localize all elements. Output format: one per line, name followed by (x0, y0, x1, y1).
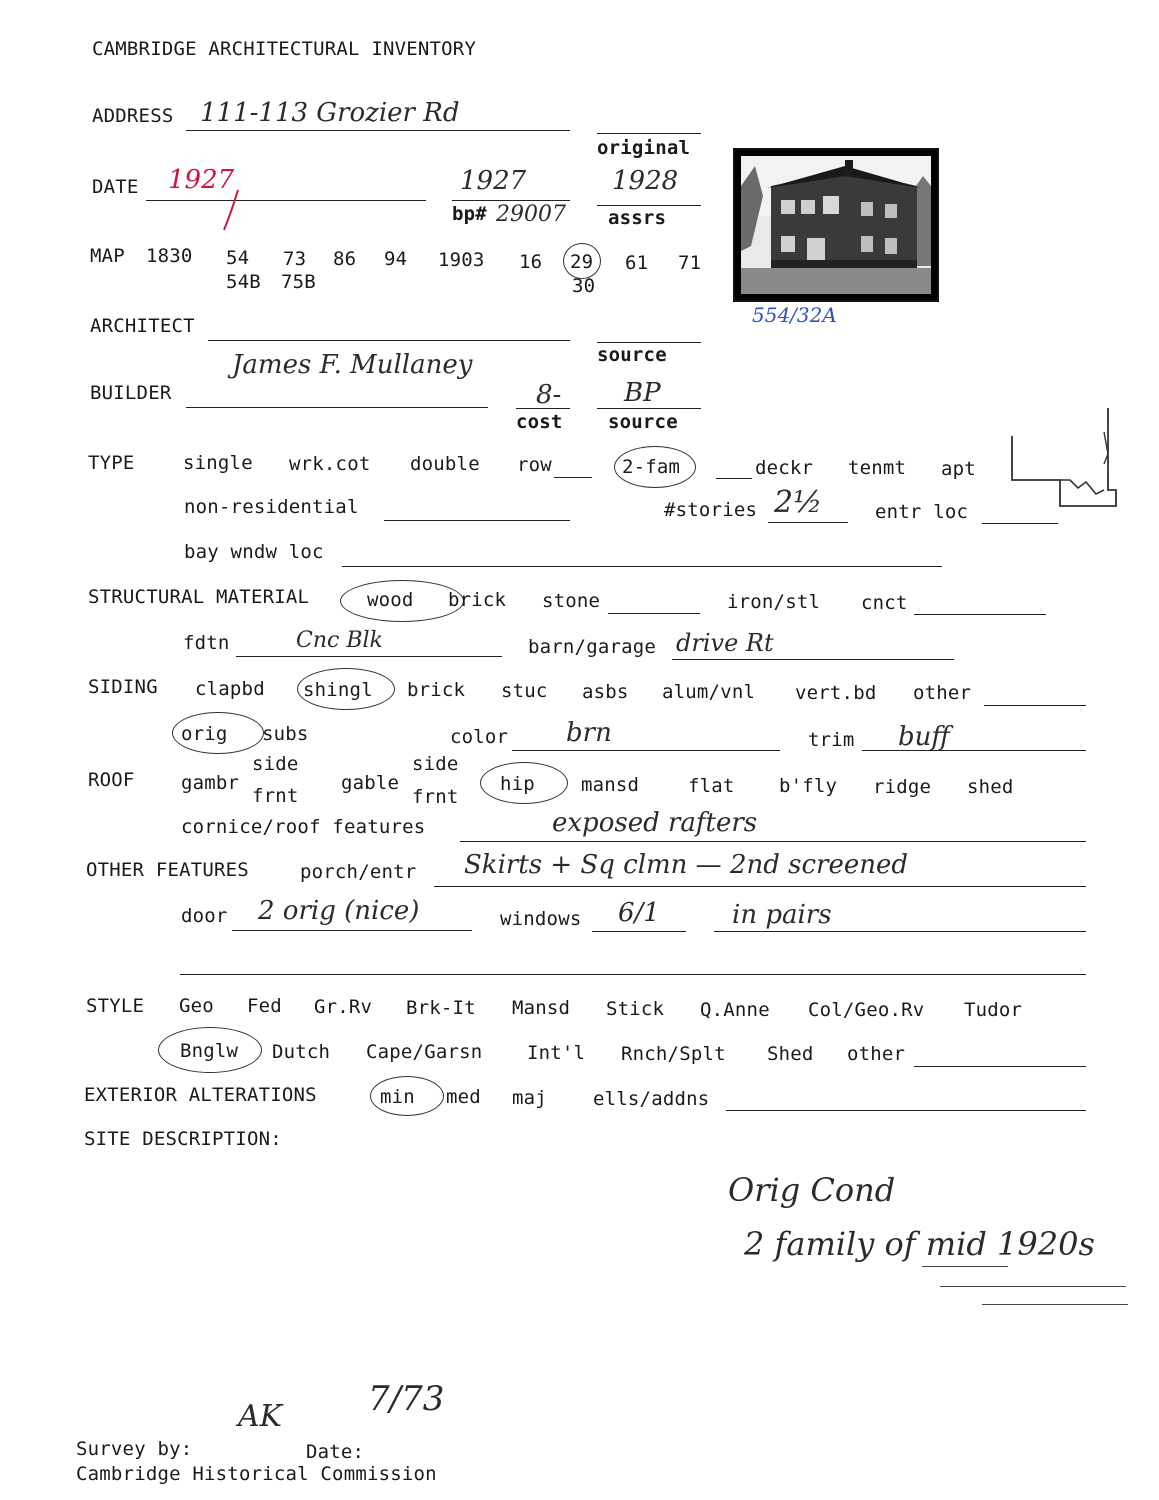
siding-asbs[interactable]: asbs (582, 681, 629, 703)
roof-bfly[interactable]: b'fly (779, 775, 838, 797)
assrs-line (597, 205, 701, 206)
source-line (597, 408, 701, 409)
extra-line (180, 974, 1086, 975)
door-label: door (181, 905, 228, 927)
survey-by-label: Survey by: (76, 1438, 193, 1460)
style-bnglw[interactable]: Bnglw (180, 1040, 239, 1062)
type-row-line (554, 477, 592, 478)
architect-line (208, 340, 570, 341)
photo-caption: 554/32A (752, 303, 837, 327)
bp-label: bp# (452, 203, 487, 225)
map-30: 30 (572, 275, 596, 297)
bay-window-line (342, 566, 942, 567)
builder-line (186, 407, 488, 408)
cost-value[interactable]: 8- (536, 380, 562, 410)
structural-stone[interactable]: stone (542, 590, 601, 612)
source-label-2: source (608, 411, 678, 433)
roof-gable[interactable]: gable (341, 772, 400, 794)
siding-alum-vnl[interactable]: alum/vnl (662, 681, 756, 703)
style-gr-rv[interactable]: Gr.Rv (314, 996, 373, 1018)
map-1830: 1830 (146, 245, 193, 267)
siding-subs[interactable]: subs (262, 723, 309, 745)
map-label: MAP (90, 245, 125, 267)
roof-ridge[interactable]: ridge (873, 776, 932, 798)
roof-frnt-2: frnt (412, 786, 459, 808)
house-photo (733, 148, 939, 302)
floor-plan-sketch (1004, 404, 1124, 514)
map-29: 29 (570, 251, 594, 273)
color-line (512, 750, 780, 751)
structural-wood-circle (340, 580, 464, 622)
windows-label: windows (500, 908, 582, 930)
siding-other-line (984, 705, 1086, 706)
survey-by-value[interactable]: AK (238, 1399, 283, 1434)
date-value[interactable]: 1927 (168, 165, 235, 195)
roof-mansd[interactable]: mansd (581, 774, 640, 796)
style-tudor[interactable]: Tudor (964, 999, 1023, 1021)
address-line (186, 130, 570, 131)
style-intl[interactable]: Int'l (527, 1042, 586, 1064)
organization-name: Cambridge Historical Commission (76, 1463, 437, 1485)
address-label: ADDRESS (92, 105, 174, 127)
source-label: source (597, 344, 667, 366)
map-54: 54 (226, 247, 250, 269)
roof-shed[interactable]: shed (967, 776, 1014, 798)
stories-label: #stories (664, 499, 758, 521)
date-line (146, 200, 426, 201)
alterations-min[interactable]: min (380, 1086, 415, 1108)
map-71: 71 (678, 252, 702, 274)
style-q-anne[interactable]: Q.Anne (700, 999, 770, 1021)
source-value[interactable]: BP (624, 378, 661, 408)
map-54b: 54B (226, 271, 261, 293)
cnct-line (914, 614, 1046, 615)
siding-orig-circle (172, 712, 264, 754)
style-cape-garsn[interactable]: Cape/Garsn (366, 1041, 483, 1063)
type-row[interactable]: row (517, 454, 552, 476)
type-apt[interactable]: apt (941, 458, 976, 480)
type-double[interactable]: double (410, 453, 480, 475)
site-note-2[interactable]: 2 family of mid 1920s (744, 1225, 1095, 1263)
map-75b: 75B (281, 271, 316, 293)
siding-shingl[interactable]: shingl (303, 679, 373, 701)
siding-stuc[interactable]: stuc (501, 680, 548, 702)
map-1903: 1903 (438, 249, 485, 271)
style-other-line (914, 1066, 1086, 1067)
porch-entr-label: porch/entr (300, 861, 417, 883)
alterations-maj[interactable]: maj (512, 1087, 547, 1109)
address-value[interactable]: 111-113 Grozier Rd (200, 98, 460, 128)
color-label: color (450, 726, 509, 748)
fdtn-label: fdtn (183, 632, 230, 654)
site-note-rule-1 (940, 1286, 1126, 1287)
barn-garage-value[interactable]: drive Rt (676, 629, 774, 657)
bay-window-label: bay wndw loc (184, 541, 324, 563)
trim-line (862, 750, 1086, 751)
fdtn-value[interactable]: Cnc Blk (296, 628, 383, 653)
siding-shingl-circle (297, 668, 395, 710)
porch-entr-line (434, 886, 1086, 887)
type-deckr[interactable]: deckr (755, 457, 814, 479)
bp-date-value[interactable]: 1927 (460, 166, 527, 196)
type-2-fam[interactable]: 2-fam (622, 456, 681, 478)
type-wrk-cot[interactable]: wrk.cot (289, 453, 371, 475)
barn-garage-line (672, 659, 954, 660)
siding-other[interactable]: other (913, 682, 972, 704)
stories-value[interactable]: 2½ (774, 485, 823, 520)
siding-vert-bd[interactable]: vert.bd (795, 682, 877, 704)
site-description-label: SITE DESCRIPTION: (84, 1128, 282, 1150)
type-tenmt[interactable]: tenmt (848, 457, 907, 479)
stories-line (768, 522, 848, 523)
map-29-circle (563, 243, 601, 279)
cornice-line (460, 841, 1086, 842)
cost-line (516, 408, 570, 409)
style-fed[interactable]: Fed (247, 995, 282, 1017)
roof-hip[interactable]: hip (500, 773, 535, 795)
map-86: 86 (333, 248, 357, 270)
source-top-line (597, 342, 701, 343)
alterations-ells-addns[interactable]: ells/addns (593, 1088, 710, 1110)
siding-brick[interactable]: brick (407, 679, 466, 701)
survey-date-label: Date: (306, 1441, 365, 1463)
porch-entr-value[interactable]: Skirts + Sq clmn — 2nd screened (464, 850, 909, 880)
style-other[interactable]: other (847, 1043, 906, 1065)
entr-loc-line (982, 523, 1058, 524)
nonres-line (384, 520, 570, 521)
style-shed[interactable]: Shed (767, 1043, 814, 1065)
map-94: 94 (384, 248, 408, 270)
map-73: 73 (283, 248, 307, 270)
structural-wood[interactable]: wood (367, 589, 414, 611)
alterations-label: EXTERIOR ALTERATIONS (84, 1084, 317, 1106)
style-brk-it[interactable]: Brk-It (406, 997, 476, 1019)
roof-label: ROOF (88, 769, 135, 791)
roof-side-1: side (252, 753, 299, 775)
type-deckr-line (716, 478, 752, 479)
structural-label: STRUCTURAL MATERIAL (88, 586, 310, 608)
trim-value[interactable]: buff (898, 722, 950, 752)
siding-clapbd[interactable]: clapbd (195, 678, 265, 700)
form-title: CAMBRIDGE ARCHITECTURAL INVENTORY (92, 38, 477, 60)
architect-label: ARCHITECT (90, 315, 195, 337)
siding-orig[interactable]: orig (181, 723, 228, 745)
other-features-label: OTHER FEATURES (86, 859, 249, 881)
roof-hip-circle (480, 762, 568, 804)
alterations-med[interactable]: med (446, 1086, 481, 1108)
fdtn-line (236, 656, 502, 657)
windows-note-line (714, 931, 1086, 932)
map-16: 16 (519, 251, 543, 273)
original-top-line (597, 133, 701, 134)
roof-gambr[interactable]: gambr (181, 772, 240, 794)
assrs-label: assrs (608, 207, 667, 229)
style-stick[interactable]: Stick (606, 998, 665, 1020)
style-dutch[interactable]: Dutch (272, 1041, 331, 1063)
alterations-min-circle (370, 1076, 444, 1116)
structural-brick[interactable]: brick (448, 589, 507, 611)
windows-value[interactable]: 6/1 (618, 898, 660, 928)
entr-loc-label: entr loc (875, 501, 969, 523)
site-note-1[interactable]: Orig Cond (728, 1171, 896, 1209)
date-label: DATE (92, 176, 139, 198)
barn-garage-label: barn/garage (528, 636, 657, 658)
type-2-fam-circle (614, 446, 696, 488)
door-line (232, 930, 472, 931)
roof-side-2: side (412, 753, 459, 775)
cornice-value[interactable]: exposed rafters (552, 808, 758, 838)
builder-label: BUILDER (90, 382, 172, 404)
windows-line (592, 931, 686, 932)
door-value[interactable]: 2 orig (nice) (258, 896, 420, 926)
type-label: TYPE (88, 452, 135, 474)
roof-flat[interactable]: flat (688, 775, 735, 797)
style-rnch-splt[interactable]: Rnch/Splt (621, 1043, 726, 1065)
alterations-line (726, 1110, 1086, 1111)
roof-frnt-1: frnt (252, 785, 299, 807)
structural-iron-stl[interactable]: iron/stl (727, 591, 821, 613)
siding-label: SIDING (88, 676, 158, 698)
style-label: STYLE (86, 995, 145, 1017)
site-note-rule-2 (982, 1304, 1128, 1305)
style-bnglw-circle (158, 1027, 262, 1073)
type-single[interactable]: single (183, 452, 253, 474)
structural-cnct[interactable]: cnct (861, 592, 908, 614)
color-value[interactable]: brn (566, 718, 612, 748)
nonres-label: non-residential (184, 496, 359, 518)
original-value[interactable]: 1928 (612, 166, 679, 196)
date-check-mark (214, 186, 244, 236)
style-geo[interactable]: Geo (179, 995, 214, 1017)
windows-note[interactable]: in pairs (732, 900, 832, 930)
original-label: original (597, 137, 691, 159)
stone-line (608, 613, 700, 614)
survey-date-value[interactable]: 7/73 (368, 1379, 445, 1419)
site-note-underline (922, 1266, 1008, 1267)
style-mansd[interactable]: Mansd (512, 997, 571, 1019)
trim-label: trim (808, 729, 855, 751)
builder-value[interactable]: James F. Mullaney (232, 350, 473, 380)
cost-label: cost (516, 411, 563, 433)
cornice-label: cornice/roof features (181, 816, 426, 838)
style-col-geo-rv[interactable]: Col/Geo.Rv (808, 999, 925, 1021)
bp-number[interactable]: 29007 (496, 202, 566, 227)
map-61: 61 (625, 252, 649, 274)
